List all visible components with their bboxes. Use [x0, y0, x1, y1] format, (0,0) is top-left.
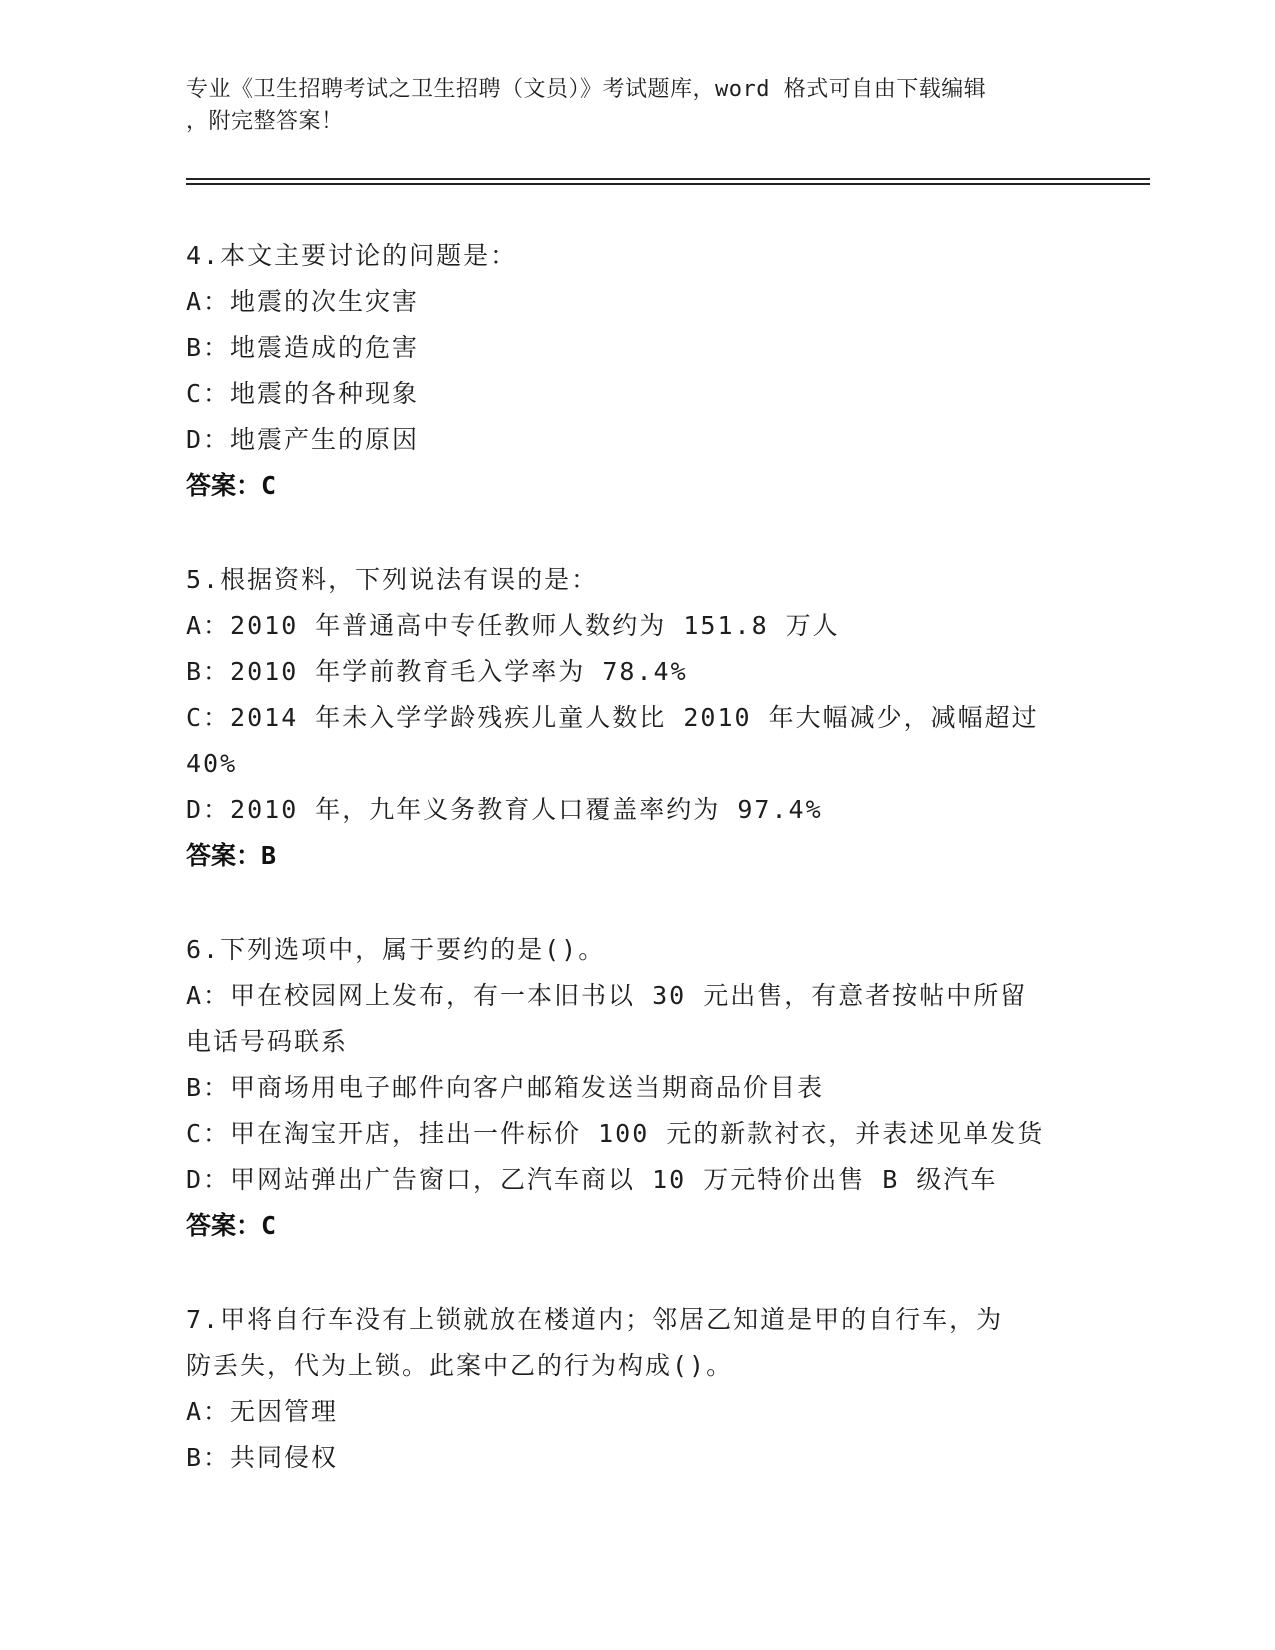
question-7: [186, 1297, 1086, 1481]
option-b: B：地震造成的危害: [186, 333, 420, 362]
option-d: D：地震产生的原因: [186, 425, 420, 454]
answer-label: 答案：C: [186, 1211, 277, 1240]
option-c: C：地震的各种现象: [186, 379, 420, 408]
option-b: B：2010 年学前教育毛入学率为 78.4%: [186, 657, 688, 686]
question-4: [186, 233, 1086, 509]
answer-label: 答案：B: [186, 841, 277, 870]
option-a: A：无因管理: [186, 1397, 339, 1426]
question-list: [186, 233, 1086, 1529]
option-c: C：2014 年未入学学龄残疾儿童人数比 2010 年大幅减少，减幅超过: [186, 703, 1039, 732]
option-b: B：甲商场用电子邮件向客户邮箱发送当期商品价目表: [186, 1073, 825, 1102]
option-d: D：甲网站弹出广告窗口，乙汽车商以 10 万元特价出售 B 级汽车: [186, 1165, 998, 1194]
header-divider-bottom: [186, 183, 1150, 185]
question-stem: 4.本文主要讨论的问题是：: [186, 241, 518, 270]
question-stem: 6.下列选项中，属于要约的是()。: [186, 935, 606, 964]
question-6: [186, 927, 1086, 1249]
question-stem: 5.根据资料，下列说法有误的是：: [186, 565, 599, 594]
option-d: D：2010 年，九年义务教育人口覆盖率约为 97.4%: [186, 795, 823, 824]
header-line-2: ，附完整答案！: [186, 109, 344, 134]
option-c-continued: 40%: [186, 749, 238, 778]
answer-label: 答案：C: [186, 471, 277, 500]
option-b: B：共同侵权: [186, 1443, 339, 1472]
question-5: [186, 557, 1086, 879]
option-a-continued: 电话号码联系: [186, 1027, 349, 1056]
header-divider-top: [186, 178, 1150, 180]
document-header: [186, 74, 1086, 138]
option-a: A：2010 年普通高中专任教师人数约为 151.8 万人: [186, 611, 840, 640]
question-stem: 7.甲将自行车没有上锁就放在楼道内；邻居乙知道是甲的自行车，为: [186, 1305, 1004, 1334]
header-line-1: 专业《卫生招聘考试之卫生招聘（文员）》考试题库，word 格式可自由下载编辑: [186, 77, 987, 102]
option-c: C：甲在淘宝开店，挂出一件标价 100 元的新款衬衣，并表述见单发货: [186, 1119, 1045, 1148]
option-a: A：甲在校园网上发布，有一本旧书以 30 元出售，有意者按帖中所留: [186, 981, 1028, 1010]
question-stem-continued: 防丢失，代为上锁。此案中乙的行为构成()。: [186, 1351, 734, 1380]
option-a: A：地震的次生灾害: [186, 287, 420, 316]
